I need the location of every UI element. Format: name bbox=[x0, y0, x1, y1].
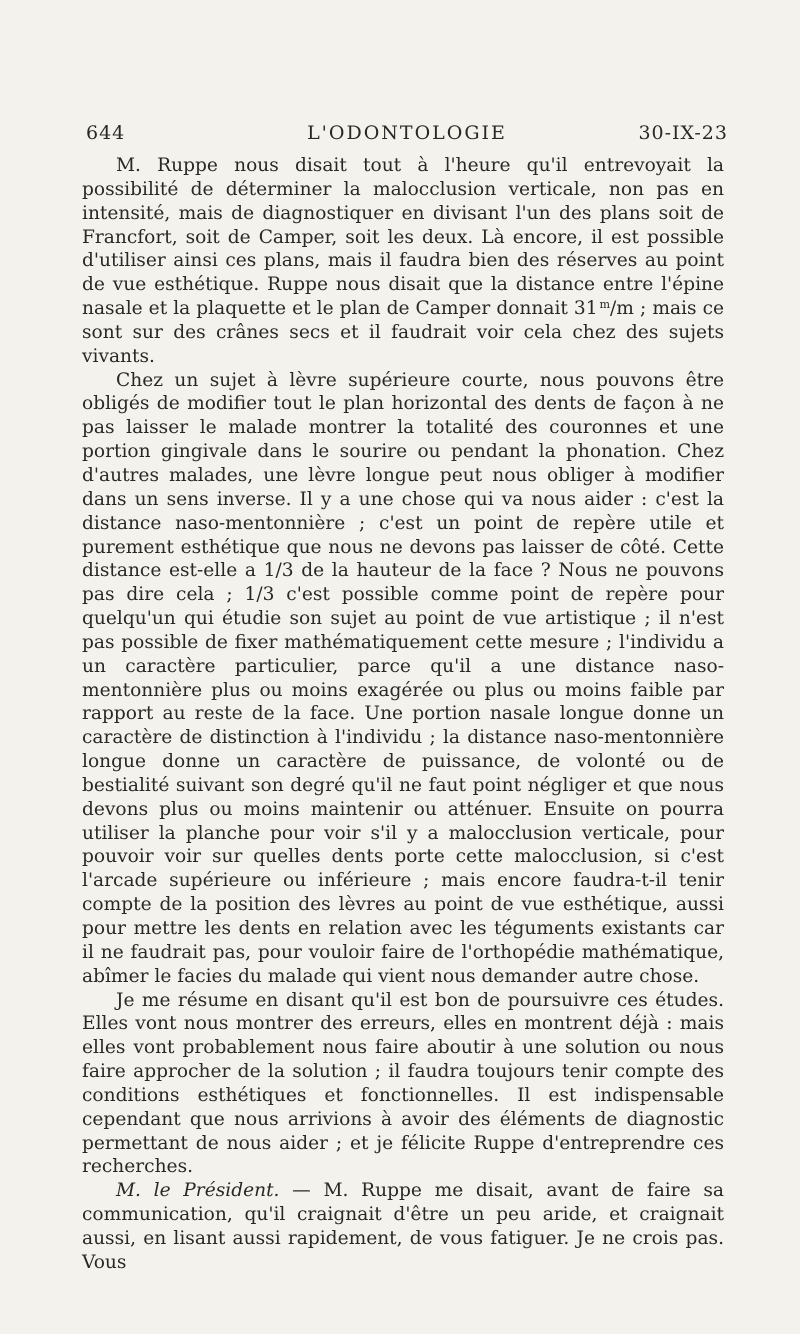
issue-date: 30-IX-23 bbox=[638, 122, 728, 144]
paragraph-1-text: M. Ruppe nous disait tout à l'heure qu'il entrevoyait la possibilité de déterminer la malocclusion verticale, non pas en intensité, mais de diagnostiquer en divisant l'un des plans soit de Francfort, soit de Camper, soit les deux. Là encore, il est possible d'utiliser ainsi ces plans, mais il faudra bien des réserves au point de vue esthétique. Ruppe nous disait que la distance entre l'épine nasale et la plaquette et le plan de Camper donnait 31 bbox=[82, 155, 724, 320]
paragraph-4-text: — M. Ruppe me disait, avant de faire sa communication, qu'il craignait d'être un peu aride, et craignait aussi, en lisant aussi rapidement, de vous fatiguer. Je ne crois pas. Vous bbox=[82, 1180, 724, 1273]
running-header bbox=[86, 122, 728, 148]
paragraph-1-end: ; mais ce sont sur des crânes secs et il faudrait voir cela chez des sujets vivants. bbox=[82, 298, 724, 367]
speaker-label: M. le Président. bbox=[116, 1180, 280, 1202]
body-text bbox=[82, 154, 724, 1275]
journal-title: L'ODONTOLOGIE bbox=[307, 122, 507, 144]
unit-numerator: m bbox=[599, 297, 611, 311]
page-number: 644 bbox=[86, 122, 126, 144]
paragraph-2: Chez un sujet à lèvre supérieure courte, nous pouvons être obligés de modifier tout le plan horizontal des dents de façon à ne pas laisser le malade montrer la totalité des couronnes et une portion gingivale dans le sourire ou pendant la phonation. Chez d'autres malades, une lèvre longue peut nous obliger à modifier dans un sens inverse. Il y a une chose qui va nous aider : c'est la distance naso-mentonnière ; c'est un point de repère utile et purement esthétique que nous ne devons pas laisser de côté. Cette distance est-elle a 1/3 de la hauteur de la face ? Nous ne pouvons pas dire cela ; 1/3 c'est possible comme point de repère pour quelqu'un qui étudie son sujet au point de vue artistique ; il n'est pas possible de fixer mathématiquement cette mesure ; l'individu a un caractère particulier, parce qu'il a une distance naso-mentonnière plus ou moins exagérée ou plus ou moins faible par rapport au reste de la face. Une portion nasale longue donne un caractère de distinction à l'individu ; la distance naso-mentonnière longue donne un caractère de puissance, de volonté ou de bestialité suivant son degré qu'il ne faut point négliger et que nous devons plus ou moins maintenir ou atténuer. Ensuite on pourra utiliser la planche pour voir s'il y a malocclusion verticale, pour pouvoir voir sur quelles dents porte cette malocclusion, si c'est l'arcade supérieure ou inférieure ; mais encore faudra-t-il tenir compte de la position des lèvres au point de vue esthétique, aussi pour mettre les dents en relation avec les téguments existants car il ne faudrait pas, pour vouloir faire de l'orthopédie mathématique, abîmer le facies du malade qui vient nous demander autre chose. bbox=[82, 369, 724, 987]
paragraph-1 bbox=[82, 154, 724, 369]
paragraph-3: Je me résume en disant qu'il est bon de poursuivre ces études. Elles vont nous montrer des erreurs, elles en montrent déjà : mais elles vont probablement nous faire aboutir à une solution ou nous faire approcher de la solution ; il faudra toujours tenir compte des conditions esthétiques et fonctionnelles. Il est indispensable cependant que nous arrivions à avoir des éléments de diagnostic permettant de nous aider ; et je félicite Ruppe d'entreprendre ces recherches. bbox=[82, 989, 724, 1178]
paragraph-4 bbox=[82, 1179, 724, 1274]
unit-denominator: /m bbox=[610, 298, 634, 320]
